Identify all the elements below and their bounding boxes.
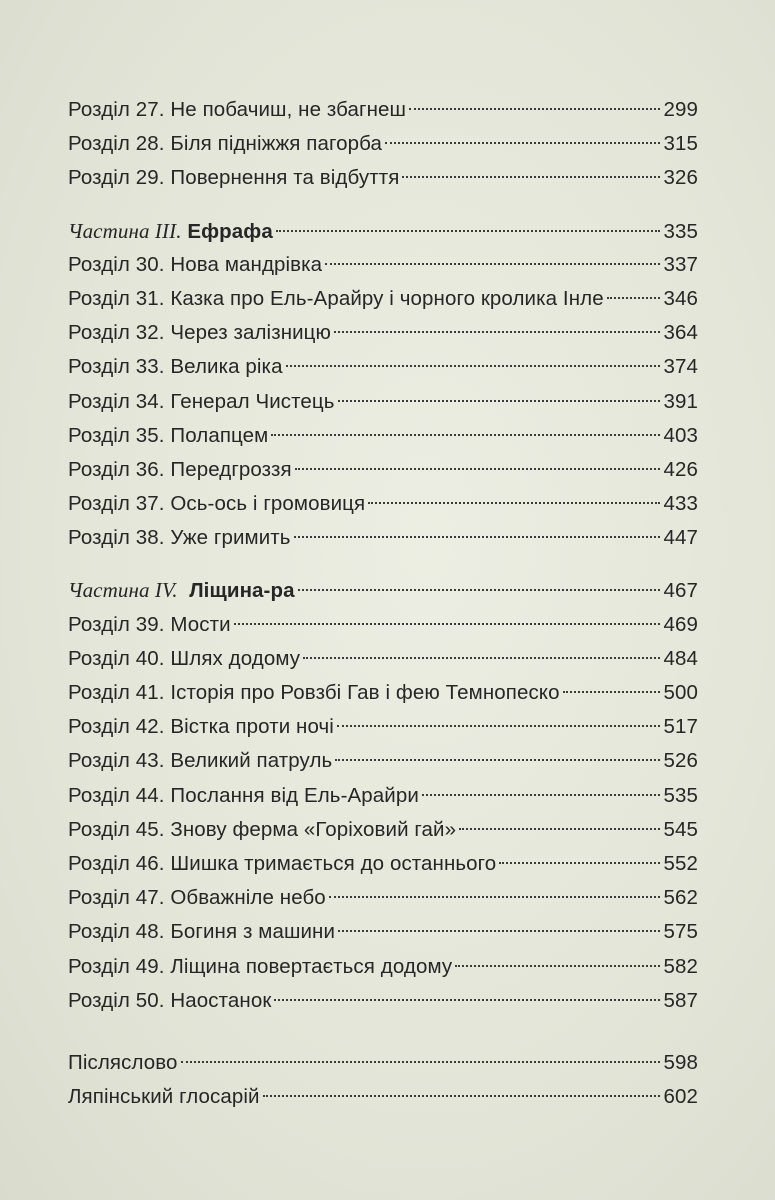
chapter-title: Генерал Чистець [170, 389, 335, 413]
toc-entry-chapter-39[interactable] [68, 608, 698, 642]
chapter-title: Велика ріка [170, 355, 283, 379]
chapter-label: Розділ 39. [68, 612, 165, 636]
page-number: 391 [663, 389, 698, 413]
section-spacer [68, 196, 698, 214]
toc-entry-chapter-38[interactable] [68, 521, 698, 555]
chapter-title: Уже гримить [170, 526, 291, 550]
dot-leader [295, 468, 661, 470]
chapter-label: Розділ 32. [68, 321, 165, 345]
chapter-title: Вістка проти ночі [170, 715, 334, 739]
part-label: Частина III. [68, 218, 182, 243]
chapter-label: Розділ 31. [68, 286, 165, 310]
chapter-title: Ліщина повертається додому [170, 954, 453, 978]
chapter-title: Полапцем [170, 423, 269, 447]
entry-title [68, 676, 560, 710]
dot-leader [263, 1095, 661, 1097]
entry-title [68, 161, 399, 195]
page-number: 447 [663, 526, 698, 550]
chapter-label: Розділ 41. [68, 681, 165, 704]
page-number: 545 [663, 817, 698, 841]
page-number: 337 [663, 252, 698, 276]
entry-title [68, 779, 419, 813]
chapter-label: Розділ 50. [68, 988, 165, 1012]
entry-title: Ляпінський глосарій [68, 1085, 260, 1109]
page-number: 299 [663, 98, 698, 121]
chapter-label: Розділ 37. [68, 492, 165, 516]
chapter-title: Знову ферма «Горіховий гай» [170, 817, 457, 841]
toc-entry-afterword[interactable] [68, 1046, 698, 1080]
dot-leader [294, 536, 661, 538]
dot-leader [276, 230, 661, 232]
dot-leader [335, 759, 660, 761]
toc-entry-chapter-49[interactable] [68, 950, 698, 984]
chapter-title: Наостанок [170, 988, 272, 1012]
chapter-label: Розділ 33. [68, 355, 165, 379]
toc-entry-part-4[interactable] [68, 573, 698, 607]
chapter-label: Розділ 46. [68, 851, 165, 875]
dot-leader [409, 108, 660, 110]
entry-title [68, 642, 300, 676]
dot-leader [325, 263, 660, 265]
dot-leader [274, 999, 660, 1001]
dot-leader [298, 589, 661, 591]
page-number: 582 [663, 954, 698, 978]
chapter-label: Розділ 36. [68, 457, 165, 481]
chapter-label: Розділ 49. [68, 954, 165, 978]
page-number: 469 [663, 612, 698, 636]
page-number: 517 [663, 715, 698, 739]
dot-leader [607, 297, 661, 299]
toc-entry-chapter-34[interactable] [68, 385, 698, 419]
page-number: 315 [663, 132, 698, 156]
toc-entry-chapter-37[interactable] [68, 487, 698, 521]
dot-leader [271, 434, 660, 436]
entry-title [68, 847, 496, 881]
chapter-title: Через залізницю [170, 321, 331, 345]
page-number: 562 [663, 886, 698, 910]
toc-entry-chapter-29[interactable] [68, 161, 698, 195]
entry-title [68, 813, 456, 847]
chapter-title: Великий патруль [170, 749, 333, 773]
entry-title [68, 453, 292, 487]
chapter-label: Розділ 48. [68, 920, 165, 944]
chapter-title: Не побачиш, не збагнеш [170, 98, 407, 121]
chapter-label: Розділ 43. [68, 749, 165, 773]
page-number: 552 [663, 851, 698, 875]
dot-leader [329, 896, 661, 898]
entry-title [68, 385, 335, 419]
dot-leader [338, 400, 661, 402]
toc-entry-chapter-32[interactable] [68, 316, 698, 350]
page-number: 575 [663, 920, 698, 944]
entry-title [68, 521, 291, 555]
entry-title [68, 350, 283, 384]
section-spacer [68, 555, 698, 573]
page-number: 426 [663, 457, 698, 481]
chapter-title: Мости [170, 612, 231, 636]
toc-entry-chapter-31[interactable] [68, 282, 698, 316]
chapter-title: Ось-ось і громовиця [170, 492, 366, 516]
toc-entry-chapter-45[interactable] [68, 813, 698, 847]
page-number: 335 [663, 219, 698, 243]
toc-entry-chapter-44[interactable] [68, 779, 698, 813]
page-number: 526 [663, 749, 698, 773]
toc-entry-chapter-48[interactable] [68, 915, 698, 949]
toc-entry-chapter-42[interactable] [68, 710, 698, 744]
page-number: 403 [663, 423, 698, 447]
entry-title [68, 744, 332, 778]
toc-entry-chapter-33[interactable] [68, 350, 698, 384]
dot-leader [455, 965, 660, 967]
toc-entry-chapter-47[interactable] [68, 881, 698, 915]
page-number: 484 [663, 646, 698, 670]
dot-leader [459, 828, 660, 830]
dot-leader [563, 691, 661, 693]
chapter-title: Послання від Ель-Арайри [170, 783, 419, 807]
toc-entry-chapter-35[interactable] [68, 419, 698, 453]
dot-leader [422, 794, 661, 796]
entry-title [68, 573, 295, 608]
part-title: Ефрафа [187, 219, 273, 243]
entry-title [68, 282, 604, 316]
entry-title [68, 608, 231, 642]
page-number: 535 [663, 783, 698, 807]
chapter-label: Розділ 29. [68, 166, 165, 190]
page-number: 346 [663, 286, 698, 310]
dot-leader [334, 331, 660, 333]
chapter-label: Розділ 28. [68, 132, 165, 156]
toc-entry-chapter-30[interactable] [68, 248, 698, 282]
chapter-title: Біля підніжжя пагорба [170, 132, 382, 156]
toc-entry-chapter-46[interactable] [68, 847, 698, 881]
entry-title [68, 214, 273, 249]
chapter-title: Історія про Ровзбі Гав і фею Темнопеско [170, 681, 560, 704]
page-number: 587 [663, 988, 698, 1012]
dot-leader [337, 725, 661, 727]
entry-title [68, 984, 271, 1018]
toc-entry-chapter-50[interactable] [68, 984, 698, 1018]
entry-title [68, 419, 268, 453]
toc-entry-chapter-36[interactable] [68, 453, 698, 487]
toc-entry-chapter-41[interactable] [68, 676, 698, 710]
part-title: Ліщина-ра [189, 579, 295, 603]
entry-title [68, 93, 406, 127]
chapter-label: Розділ 27. [68, 98, 165, 121]
page-number: 598 [663, 1050, 698, 1074]
chapter-label: Розділ 40. [68, 646, 165, 670]
chapter-label: Розділ 30. [68, 252, 165, 276]
chapter-label: Розділ 35. [68, 423, 165, 447]
chapter-label: Розділ 45. [68, 817, 165, 841]
chapter-label: Розділ 38. [68, 526, 165, 550]
entry-title [68, 710, 334, 744]
section-spacer [68, 1018, 698, 1046]
dot-leader [303, 657, 660, 659]
dot-leader [385, 142, 661, 144]
page-number: 433 [663, 492, 698, 516]
toc-entry-chapter-28[interactable] [68, 127, 698, 161]
page-number: 500 [663, 681, 698, 704]
page-number: 326 [663, 166, 698, 190]
page-number: 364 [663, 321, 698, 345]
page-number: 467 [663, 579, 698, 603]
entry-title [68, 915, 335, 949]
chapter-label: Розділ 34. [68, 389, 165, 413]
dot-leader [286, 365, 661, 367]
toc-entry-chapter-43[interactable] [68, 744, 698, 778]
page-number: 602 [663, 1085, 698, 1109]
toc-entry-chapter-40[interactable] [68, 642, 698, 676]
table-of-contents [68, 93, 698, 1114]
toc-entry-part-3[interactable] [68, 214, 698, 248]
page-number: 374 [663, 355, 698, 379]
chapter-title: Нова мандрівка [170, 252, 323, 276]
dot-leader [234, 623, 661, 625]
chapter-title: Шишка тримається до останнього [170, 851, 497, 875]
dot-leader [402, 176, 660, 178]
entry-title [68, 248, 322, 282]
part-label: Частина IV. [68, 578, 178, 603]
entry-title [68, 127, 382, 161]
chapter-label: Розділ 42. [68, 715, 165, 739]
toc-entry-chapter-27[interactable] [68, 93, 698, 127]
dot-leader [338, 930, 660, 932]
chapter-title: Повернення та відбуття [170, 166, 400, 190]
chapter-title: Передгроззя [170, 457, 292, 481]
chapter-title: Богиня з машини [170, 920, 336, 944]
chapter-title: Обважніле небо [170, 886, 326, 910]
chapter-title: Шлях додому [170, 646, 301, 670]
dot-leader [499, 862, 660, 864]
chapter-title: Казка про Ель-Арайру і чорного кролика Інле [170, 286, 604, 310]
chapter-label: Розділ 44. [68, 783, 165, 807]
entry-title [68, 950, 452, 984]
entry-title [68, 487, 365, 521]
entry-title [68, 881, 326, 915]
chapter-label: Розділ 47. [68, 886, 165, 910]
dot-leader [181, 1061, 661, 1063]
dot-leader [368, 502, 660, 504]
entry-title [68, 316, 331, 350]
toc-entry-glossary[interactable] [68, 1080, 698, 1114]
entry-title: Післяслово [68, 1050, 178, 1074]
